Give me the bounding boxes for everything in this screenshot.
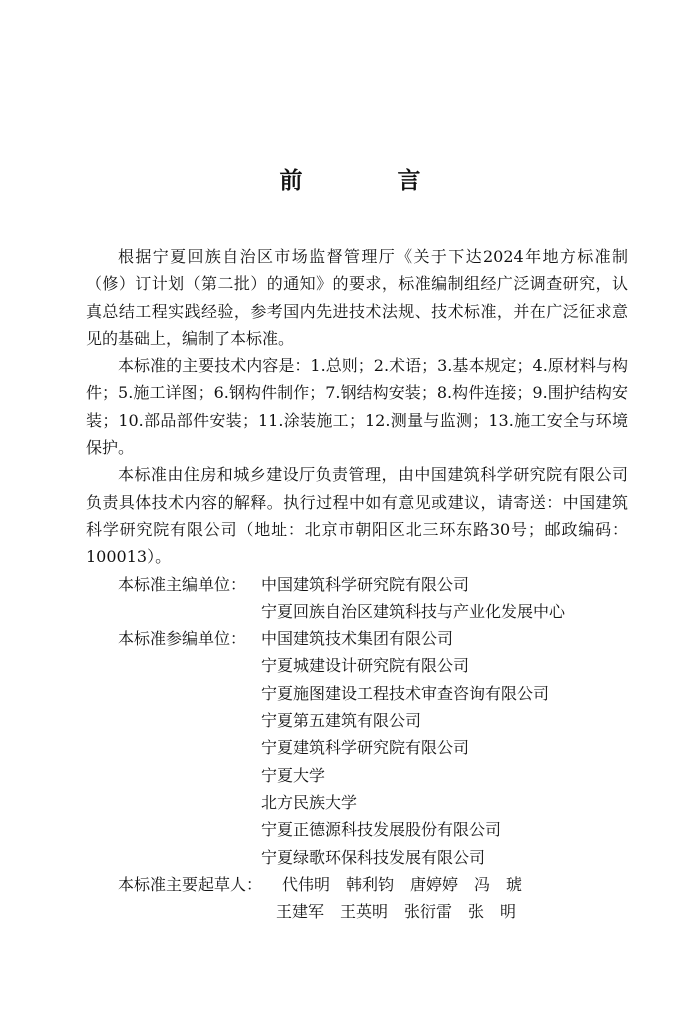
participating-unit-row [86,762,628,789]
drafters-label: 本标准主要起草人： [118,874,263,894]
drafters-row [86,898,628,925]
participating-units-label: 本标准参编单位： [118,629,247,649]
participating-unit-row [86,652,628,679]
drafters-section [86,871,628,926]
participating-unit-row [86,680,628,707]
participating-unit: 宁夏正德源科技发展股份有限公司 [261,820,502,840]
chief-unit: 中国建筑科学研究院有限公司 [261,574,470,594]
chief-unit-row [86,571,628,598]
participating-unit-row [86,625,628,652]
chief-unit-row [86,598,628,625]
participating-unit: 宁夏城建设计研究院有限公司 [261,656,470,676]
participating-unit: 宁夏施图建设工程技术审查咨询有限公司 [261,683,550,703]
participating-units-section [86,625,628,871]
participating-unit-row [86,734,628,761]
participating-unit-row [86,789,628,816]
participating-unit: 中国建筑技术集团有限公司 [261,629,454,649]
paragraph-main-content: 本标准的主要技术内容是：1.总则；2.术语；3.基本规定；4.原材料与构件；5.施工详图；6.钢构件制作；7.钢结构安装；8.构件连接；9.围护结构安装；10.部品部件安装；11.涂装施工；12.测量与监测；13.施工安全与环境保护。 [86,356,628,458]
chief-units-section [86,571,628,626]
chief-unit: 宁夏回族自治区建筑科技与产业化发展中心 [261,601,566,621]
participating-unit-row [86,844,628,871]
participating-unit-row [86,816,628,843]
participating-unit: 宁夏大学 [261,765,326,785]
drafters-names: 王建军 王英明 张衍雷 张 明 [276,902,517,922]
page-title: 前 言 [279,167,457,194]
participating-unit: 宁夏第五建筑有限公司 [261,711,422,731]
paragraph-background: 根据宁夏回族自治区市场监督管理厅《关于下达2024年地方标准制（修）订计划（第二批）的通知》的要求，标准编制组经广泛调查研究，认真总结工程实践经验，参考国内先进技术法规、技术标准，并在广泛征求意见的基础上，编制了本标准。 [86,247,628,348]
preface-body [86,243,628,925]
chief-units-label: 本标准主编单位： [118,574,247,594]
participating-unit: 宁夏建筑科学研究院有限公司 [261,738,470,758]
participating-unit-row [86,707,628,734]
paragraph-management: 本标准由住房和城乡建设厅负责管理，由中国建筑科学研究院有限公司负责具体技术内容的解释。执行过程中如有意见或建议，请寄送：中国建筑科学研究院有限公司（地址：北京市朝阳区北三环东路30号；邮政编码：100013）。 [86,465,628,567]
drafters-names: 代伟明 韩利钧 唐婷婷 冯 琥 [282,874,523,894]
participating-unit: 北方民族大学 [261,792,358,812]
drafters-row [86,871,628,898]
participating-unit: 宁夏绿歌环保科技发展有限公司 [261,847,486,867]
